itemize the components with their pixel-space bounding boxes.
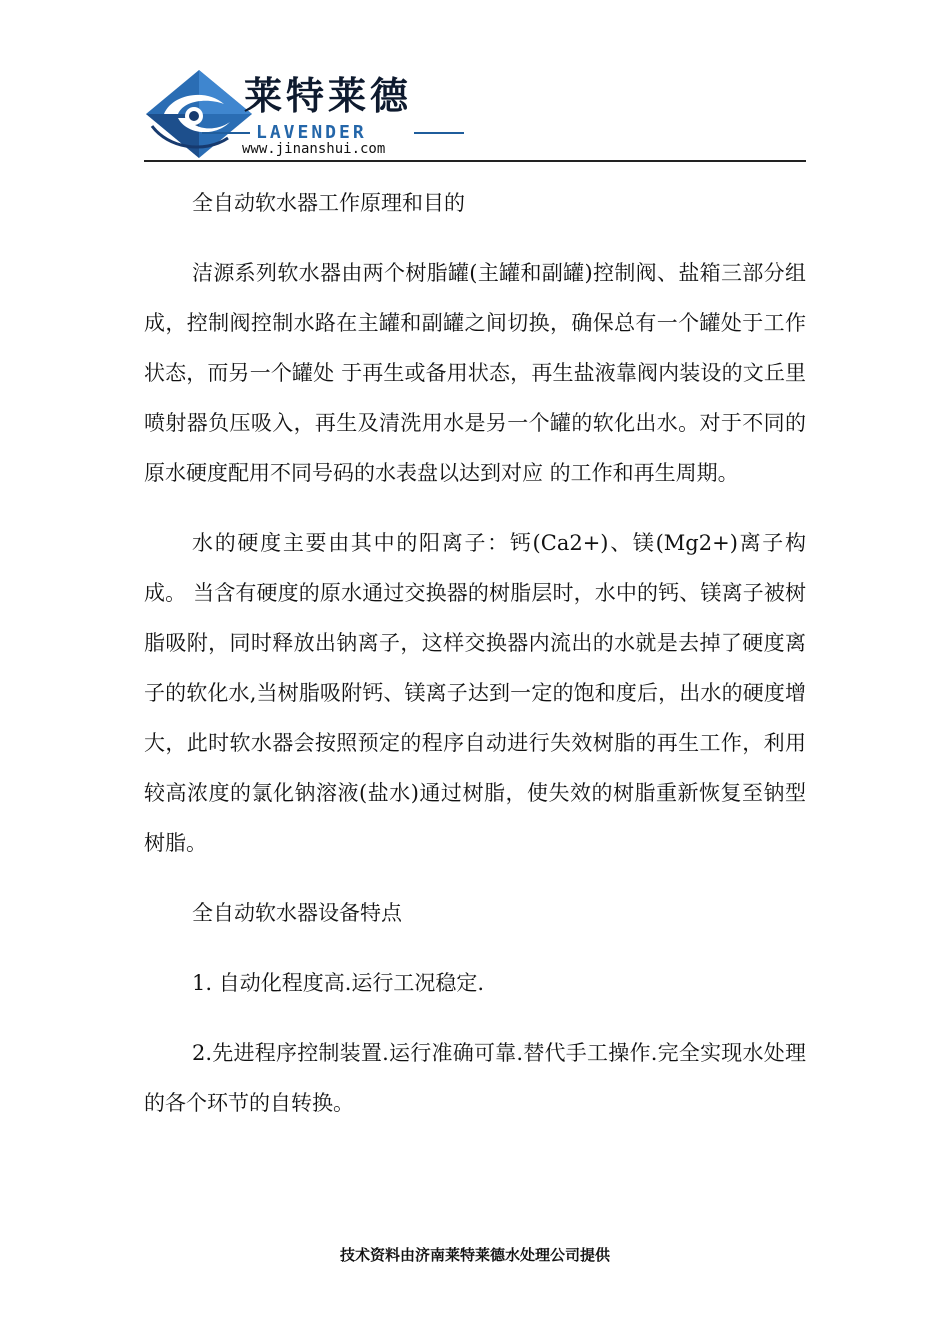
section-heading-principle: 全自动软水器工作原理和目的 [192,191,465,215]
brand-english-name: LAVENDER [256,122,367,143]
brand-line-right [414,132,464,134]
brand-line-left [202,132,250,134]
feature-item-1: 1. 自动化程度高.运行工况稳定. [192,971,485,995]
section-heading-features: 全自动软水器设备特点 [192,901,402,925]
document-header [144,64,806,164]
footer-note: 技术资料由济南莱特莱德水处理公司提供 [339,1246,610,1264]
header-divider [144,160,806,162]
brand-name: 莱特莱德 [244,74,413,118]
document-body [144,178,806,1128]
paragraph-composition: 洁源系列软水器由两个树脂罐(主罐和副罐)控制阀、盐箱三部分组成，控制阀控制水路在主罐和副罐之间切换，确保总有一个罐处于工作状态，而另一个罐处 于再生或备用状态，再生盐液靠阀内装设的文丘里喷射器负压吸入，再生及清洗用水是另一个罐的软化出水。对于不同的原水硬度配用不同号码的水表盘以达到对应 的工作和再生周期。 [144,261,806,485]
lavender-logo-icon [144,68,254,160]
brand-url: www.jinanshui.com [242,141,386,157]
paragraph-hardness: 水的硬度主要由其中的阳离子：钙(Ca2+)、镁(Mg2+)离子构成。 当含有硬度的原水通过交换器的树脂层时，水中的钙、镁离子被树脂吸附，同时释放出钠离子，这样交换器内流出的水就是去掉了硬度离子的软化水,当树脂吸附钙、镁离子达到一定的饱和度后，出水的硬度增大，此时软水器会按照预定的程序自动进行失效树脂的再生工作，利用较高浓度的氯化钠溶液(盐水)通过树脂，使失效的树脂重新恢复至钠型树脂。 [144,531,806,855]
feature-item-2: 2.先进程序控制装置.运行准确可靠.替代手工操作.完全实现水处理的各个环节的自转换。 [144,1041,806,1115]
